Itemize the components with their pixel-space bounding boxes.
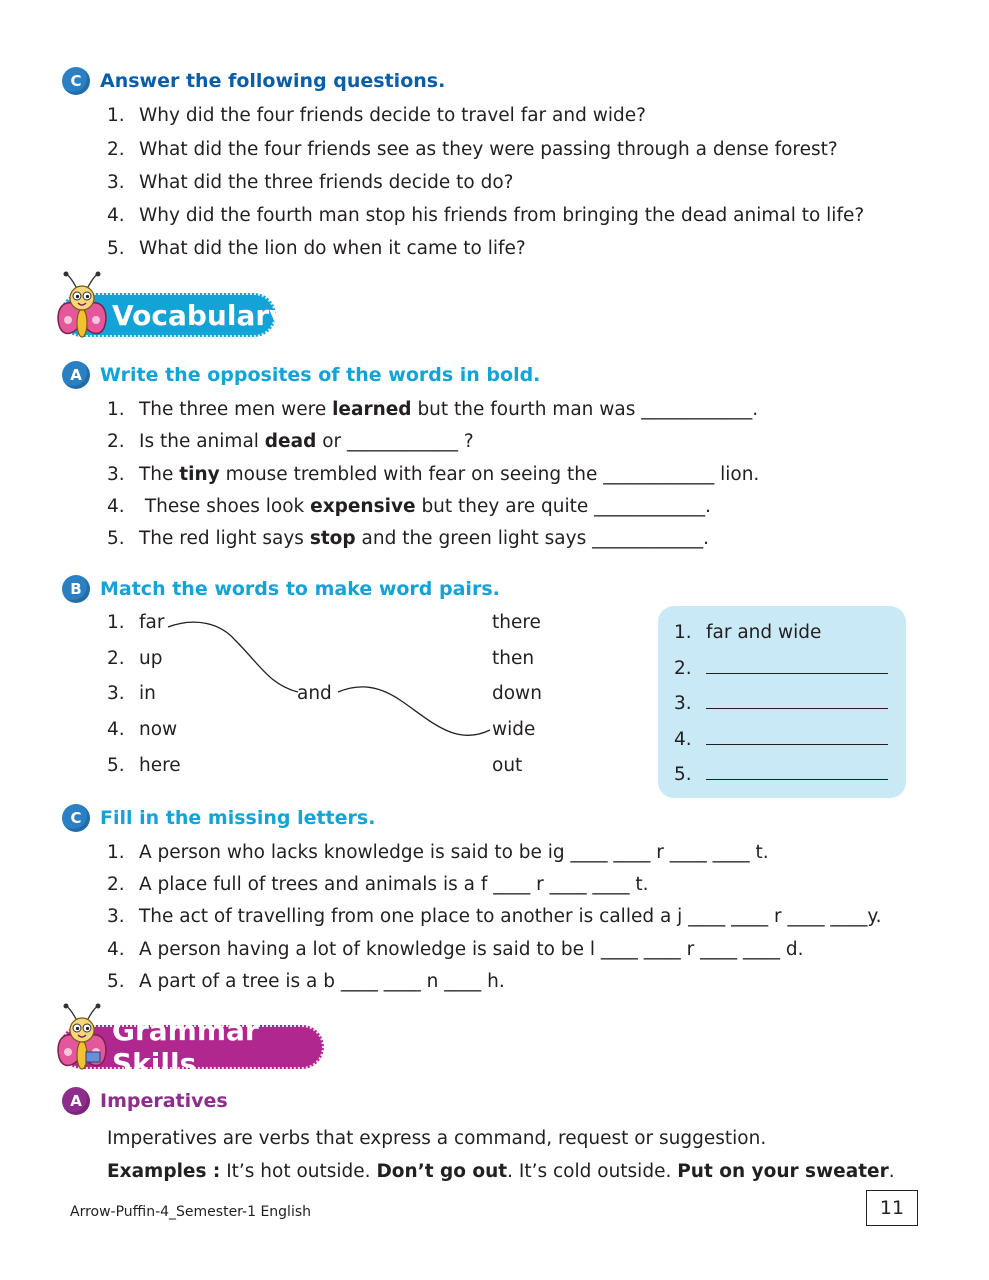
question-item: 3. What did the three friends decide to do? (107, 172, 514, 193)
section-letter-badge: C (62, 804, 90, 832)
answer-item[interactable]: 5. (674, 764, 888, 785)
answer-item[interactable]: 4. (674, 729, 888, 750)
section-title: Fill in the missing letters. (100, 807, 376, 829)
match-left-item: 3. in (107, 683, 156, 704)
section-title: Answer the following questions. (100, 70, 446, 92)
match-left-item: 1. far (107, 612, 165, 633)
section-title: Match the words to make word pairs. (100, 578, 500, 600)
section-letter-badge: B (62, 575, 90, 603)
answer-item: 1. far and wide (674, 622, 822, 643)
match-right-item: out (492, 755, 523, 776)
fill-item: 4. A person having a lot of knowledge is said to be l ____ ____ r ____ ____ d. (107, 939, 804, 960)
section-b-heading (62, 575, 500, 603)
butterfly-mascot-icon (52, 1000, 112, 1080)
section-c-heading (62, 804, 375, 832)
imperatives-definition: Imperatives are verbs that express a command, request or suggestion. (107, 1128, 767, 1149)
banner-title: Grammar Skills (112, 1014, 259, 1080)
section-letter-badge: C (62, 67, 90, 95)
opposite-item: 4. These shoes look expensive but they are quite ____________. (107, 496, 712, 517)
page-number: 11 (866, 1190, 918, 1226)
question-item: 5. What did the lion do when it came to life? (107, 238, 526, 259)
match-left-item: 2. up (107, 648, 163, 669)
fill-item: 2. A place full of trees and animals is a f ____ r ____ ____ t. (107, 874, 649, 895)
question-item: 2. What did the four friends see as they were passing through a dense forest? (107, 139, 838, 160)
butterfly-mascot-icon (52, 268, 112, 348)
question-item: 1. Why did the four friends decide to travel far and wide? (107, 105, 646, 126)
match-left-item: 5. here (107, 755, 181, 776)
answer-item[interactable]: 2. (674, 658, 888, 679)
section-title: Write the opposites of the words in bold. (100, 364, 541, 386)
section-a-heading (62, 361, 540, 389)
matching-connector-line (160, 615, 500, 750)
answer-blank[interactable] (706, 765, 888, 780)
opposite-item: 5. The red light says stop and the green light says ____________. (107, 528, 709, 549)
answer-item[interactable]: 3. (674, 693, 888, 714)
section-letter-badge: A (62, 361, 90, 389)
section-a-heading (62, 1087, 228, 1115)
section-letter-badge: A (62, 1087, 90, 1115)
match-right-item: there (492, 612, 541, 633)
answer-blank[interactable] (706, 659, 888, 674)
fill-item: 3. The act of travelling from one place to another is called a j ____ ____ r ____ ____y. (107, 906, 882, 927)
match-left-item: 4. now (107, 719, 178, 740)
answer-blank[interactable] (706, 730, 888, 745)
imperatives-examples: Examples : It’s hot outside. Don’t go out. It’s cold outside. Put on your sweater. (107, 1161, 895, 1182)
footer-book-title: Arrow-Puffin-4_Semester-1 English (70, 1204, 312, 1220)
opposite-item: 2. Is the animal dead or ____________ ? (107, 431, 474, 452)
match-middle-word: and (297, 683, 332, 704)
match-right-item: wide (492, 719, 536, 740)
opposite-item: 3. The tiny mouse trembled with fear on seeing the ____________ lion. (107, 464, 760, 485)
fill-item: 1. A person who lacks knowledge is said to be ig ____ ____ r ____ ____ t. (107, 842, 769, 863)
banner-title: Vocabulary (112, 298, 288, 332)
fill-item: 5. A part of a tree is a b ____ ____ n ____ h. (107, 971, 505, 992)
answer-blank[interactable] (706, 694, 888, 709)
match-right-item: then (492, 648, 535, 669)
section-c-heading (62, 67, 445, 95)
section-title: Imperatives (100, 1090, 228, 1112)
match-right-item: down (492, 683, 542, 704)
opposite-item: 1. The three men were learned but the fourth man was ____________. (107, 399, 759, 420)
question-item: 4. Why did the fourth man stop his friends from bringing the dead animal to life? (107, 205, 865, 226)
